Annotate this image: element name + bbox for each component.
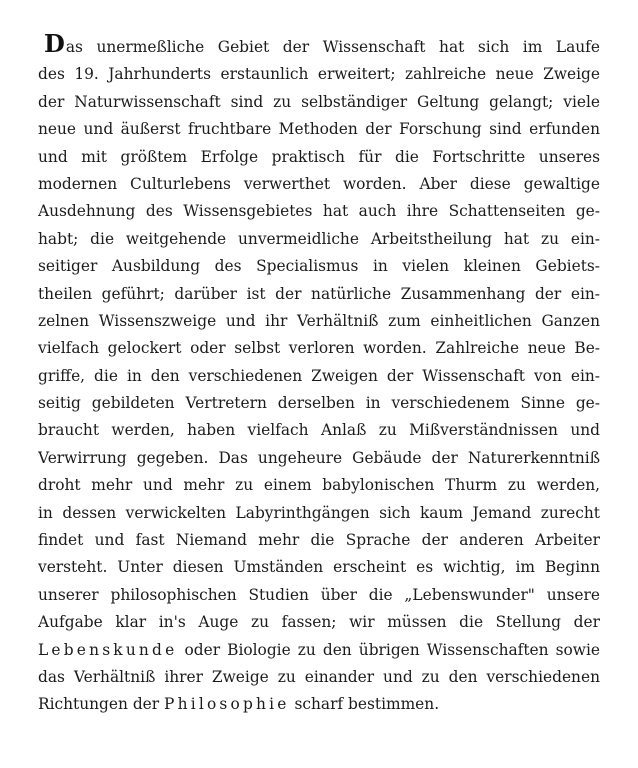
text-line-11: zelnen Wissenszweige und ihr Verhältniß zum einheitlichen Ganzen [38,311,600,330]
text-line-23-rest: oder Biologie zu den übrigen Wissenschaften sowie [177,640,600,659]
text-line-12: vielfach gelockert oder selbst verloren worden. Zahlreiche neue Be- [38,339,600,358]
text-line-18: in dessen verwickelten Labyrinthgängen sich kaum Jemand zurecht [38,503,600,522]
text-line-8: habt; die weitgehende unvermeidliche Arbeitstheilung hat zu ein- [38,229,600,248]
text-line-17: droht mehr und mehr zu einem babylonischen Thurm zu werden, [38,476,600,495]
text-line-24: das Verhältniß ihrer Zweige zu einander und zu den verschiedenen [38,667,600,686]
text-line-14: seitig gebildeten Vertretern derselben in verschiedenem Sinne ge- [38,394,600,413]
text-line-1 [38,34,600,61]
drop-cap: D [44,34,65,58]
spaced-word-philosophie: Philosophie [164,695,290,714]
text-line-25 [38,691,600,718]
text-line-4: neue und äußerst fruchtbare Methoden der Forschung sind erfunden [38,120,600,139]
text-line-10: theilen geführt; darüber ist der natürliche Zusammenhang der ein- [38,284,600,303]
text-line-20: versteht. Unter diesen Umständen erscheint es wichtig, im Beginn [38,558,600,577]
text-line-23 [38,637,600,664]
text-line-16: Verwirrung gegeben. Das ungeheure Gebäude der Naturerkenntniß [38,448,600,467]
text-line-3: der Naturwissenschaft sind zu selbständiger Geltung gelangt; viele [38,92,600,111]
text-line-7: Ausdehnung des Wissensgebietes hat auch ihre Schattenseiten ge- [38,202,600,221]
text-line-2: des 19. Jahrhunderts erstaunlich erweitert; zahlreiche neue Zweige [38,65,600,84]
text-line-25-start: Richtungen der [38,695,165,714]
text-line-15: braucht werden, haben vielfach Anlaß zu Mißverständnissen und [38,421,600,440]
text-line-5: und mit größtem Erfolge praktisch für die Fortschritte unseres [38,147,600,166]
text-line-25-end: scharf bestimmen. [289,695,440,714]
text-line-13: griffe, die in den verschiedenen Zweigen der Wissenschaft von ein- [38,366,600,385]
paragraph [38,34,600,719]
text-line-21: unserer philosophischen Studien über die „Lebenswunder" unsere [38,585,600,604]
text-line-22: Aufgabe klar in's Auge zu fassen; wir müssen die Stellung der [38,613,600,632]
text-line-9: seitiger Ausbildung des Specialismus in vielen kleinen Gebiets- [38,257,600,276]
text-line-1-rest: as unermeßliche Gebiet der Wissenschaft hat sich im Laufe [65,38,600,56]
spaced-word-lebenskunde: Lebenskunde [38,640,178,659]
text-line-6: modernen Culturlebens verwerthet worden. Aber diese gewaltige [38,174,600,193]
text-line-19: findet und fast Niemand mehr die Sprache der anderen Arbeiter [38,531,600,550]
